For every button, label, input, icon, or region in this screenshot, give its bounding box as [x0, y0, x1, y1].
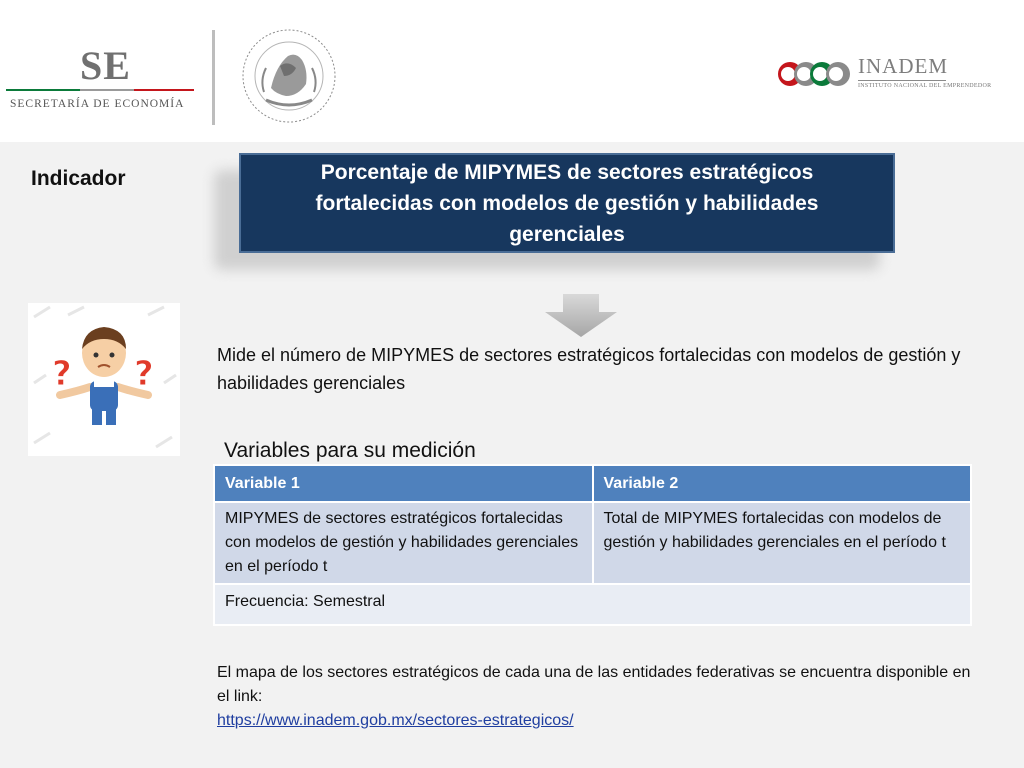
- indicator-description: Mide el número de MIPYMES de sectores estratégicos fortalecidas con modelos de gestión y habilidades gerenciales: [217, 345, 961, 393]
- inadem-logo: [776, 52, 1006, 96]
- sectores-link[interactable]: https://www.inadem.gob.mx/sectores-estrategicos/: [217, 712, 574, 729]
- variable-2-cell: Total de MIPYMES fortalecidas con modelos de gestión y habilidades gerenciales en el período t: [593, 502, 972, 584]
- svg-text:?: ?: [52, 354, 72, 394]
- indicator-title-text: Porcentaje de MIPYMES de sectores estratégicos fortalecidas con modelos de gestión y habilidades gerenciales: [315, 160, 819, 246]
- footer-note-text: El mapa de los sectores estratégicos de cada una de las entidades federativas se encuentra disponible en el link:: [217, 664, 971, 705]
- variable-1-cell: MIPYMES de sectores estratégicos fortalecidas con modelos de gestión y habilidades gerenciales en el período t: [214, 502, 593, 584]
- inadem-name: INADEM: [858, 54, 948, 78]
- column-header-variable-1: Variable 1: [214, 465, 593, 502]
- mexico-seal-icon: [236, 26, 342, 126]
- header-band: [0, 0, 1024, 142]
- indicator-label: Indicador: [31, 167, 126, 190]
- footer-note: [217, 661, 987, 733]
- header-divider: [212, 30, 215, 125]
- inadem-subtitle: INSTITUTO NACIONAL DEL EMPRENDEDOR: [858, 83, 992, 89]
- se-logo-subtitle: SECRETARÍA DE ECONOMÍA: [10, 98, 185, 110]
- column-header-variable-2: Variable 2: [593, 465, 972, 502]
- table-header-row: [214, 465, 971, 502]
- table-row: [214, 584, 971, 625]
- confused-person-icon: [28, 303, 180, 456]
- se-logo: [6, 42, 196, 122]
- variables-heading: Variables para su medición: [224, 439, 476, 462]
- indicator-title: [239, 153, 895, 253]
- variables-table: [213, 464, 972, 626]
- table-row: [214, 502, 971, 584]
- inadem-circles-icon: [776, 52, 856, 96]
- se-logo-text: SE: [80, 43, 131, 88]
- down-arrow-icon: [543, 294, 619, 338]
- svg-text:?: ?: [134, 354, 154, 394]
- frequency-cell: Frecuencia: Semestral: [214, 584, 971, 625]
- confused-person-illustration: [28, 303, 180, 456]
